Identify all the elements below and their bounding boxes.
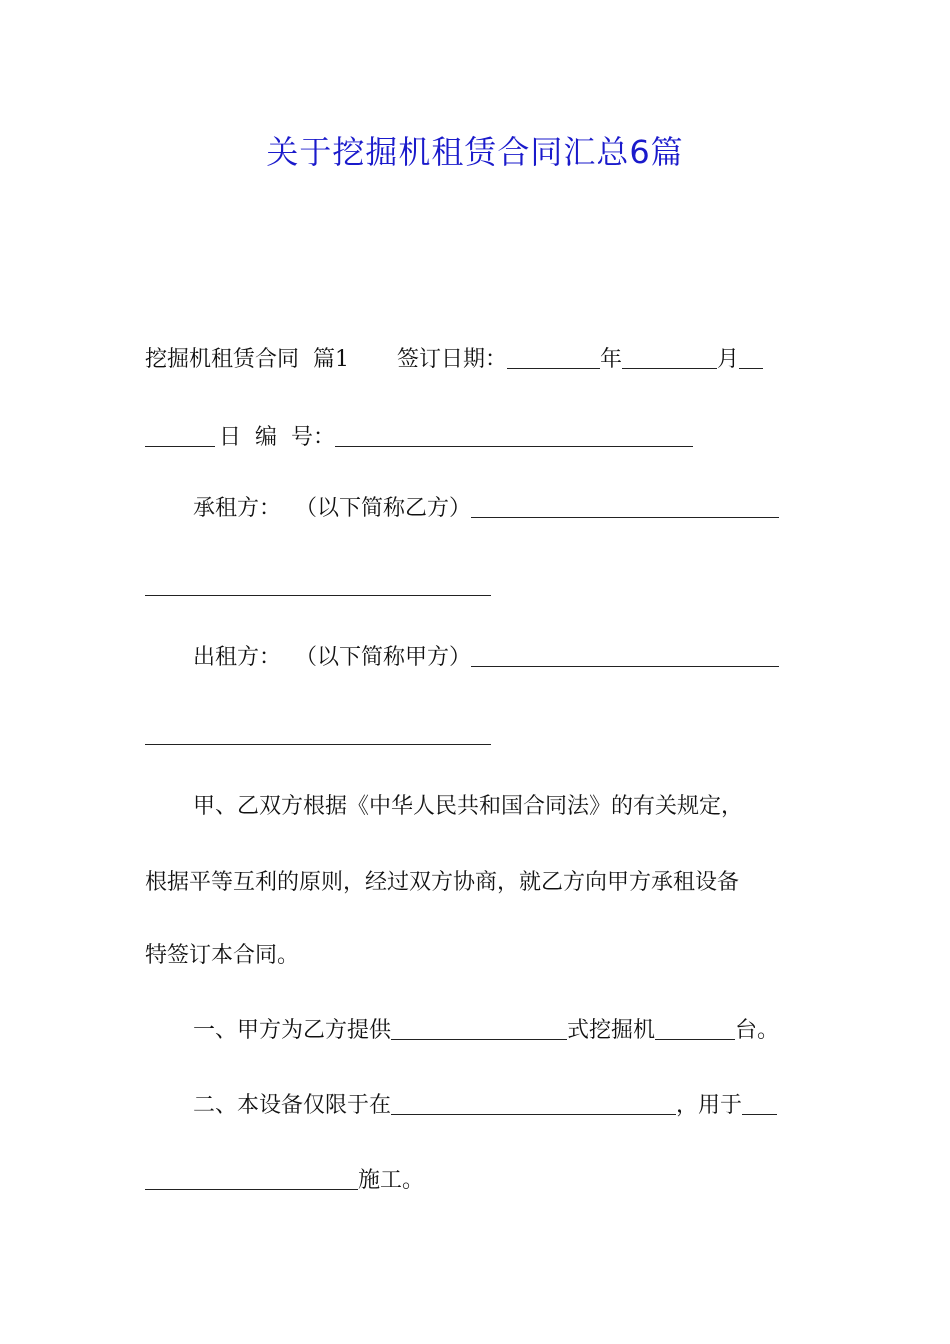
year-label: 年 xyxy=(600,347,623,372)
number-label: 编 号： xyxy=(255,425,336,450)
lessor-blank-2[interactable] xyxy=(145,722,491,745)
day-label: 日 xyxy=(219,425,242,450)
lessor-label: 出租方： xyxy=(193,645,282,670)
month-label: 月 xyxy=(717,347,740,372)
lessee-line-2 xyxy=(145,570,810,604)
day-blank-start[interactable] xyxy=(739,346,763,369)
lessor-blank[interactable] xyxy=(471,644,779,667)
lessor-line xyxy=(193,641,808,675)
header-line-1 xyxy=(145,343,810,377)
lessor-note: （以下简称甲方） xyxy=(295,645,472,670)
clause-2-line-2 xyxy=(145,1164,810,1198)
intro-line-2: 根据平等互利的原则，经过双方协商，就乙方向甲方承租设备 xyxy=(145,870,740,895)
clause-2 xyxy=(193,1089,813,1123)
clause-1 xyxy=(193,1014,813,1048)
lessee-label: 承租方： xyxy=(193,496,282,521)
intro-line-3: 特签订本合同。 xyxy=(145,943,300,968)
lessor-line-2 xyxy=(145,719,810,753)
clause-1-text-c: 台。 xyxy=(735,1018,780,1043)
clause-1-text-b: 式挖掘机 xyxy=(567,1018,656,1043)
machine-count-blank[interactable] xyxy=(655,1017,735,1040)
lessee-blank[interactable] xyxy=(471,495,779,518)
machine-type-blank[interactable] xyxy=(391,1017,567,1040)
clause-2-text-a: 二、本设备仅限于在 xyxy=(193,1093,392,1118)
lessee-note: （以下简称乙方） xyxy=(295,496,472,521)
purpose-blank[interactable] xyxy=(145,1167,358,1190)
purpose-blank-start[interactable] xyxy=(742,1092,777,1115)
clause-2-text-b: ，用于 xyxy=(676,1093,743,1118)
year-blank[interactable] xyxy=(507,346,600,369)
lessee-blank-2[interactable] xyxy=(145,573,491,596)
part-label: 篇1 xyxy=(313,347,350,372)
lessee-line xyxy=(193,492,808,526)
number-blank[interactable] xyxy=(335,424,693,447)
month-blank[interactable] xyxy=(622,346,717,369)
header-line-2 xyxy=(145,421,810,455)
doc-name: 挖掘机租赁合同 xyxy=(145,347,300,372)
sign-date-label: 签订日期： xyxy=(397,347,508,372)
clause-2-text-c: 施工。 xyxy=(358,1168,425,1193)
intro-line-1: 甲、乙双方根据《中华人民共和国合同法》的有关规定， xyxy=(193,794,744,819)
clause-1-text-a: 一、甲方为乙方提供 xyxy=(193,1018,392,1043)
document-title: 关于挖掘机租赁合同汇总6篇 xyxy=(266,133,684,171)
day-blank[interactable] xyxy=(145,424,215,447)
location-blank[interactable] xyxy=(391,1092,676,1115)
